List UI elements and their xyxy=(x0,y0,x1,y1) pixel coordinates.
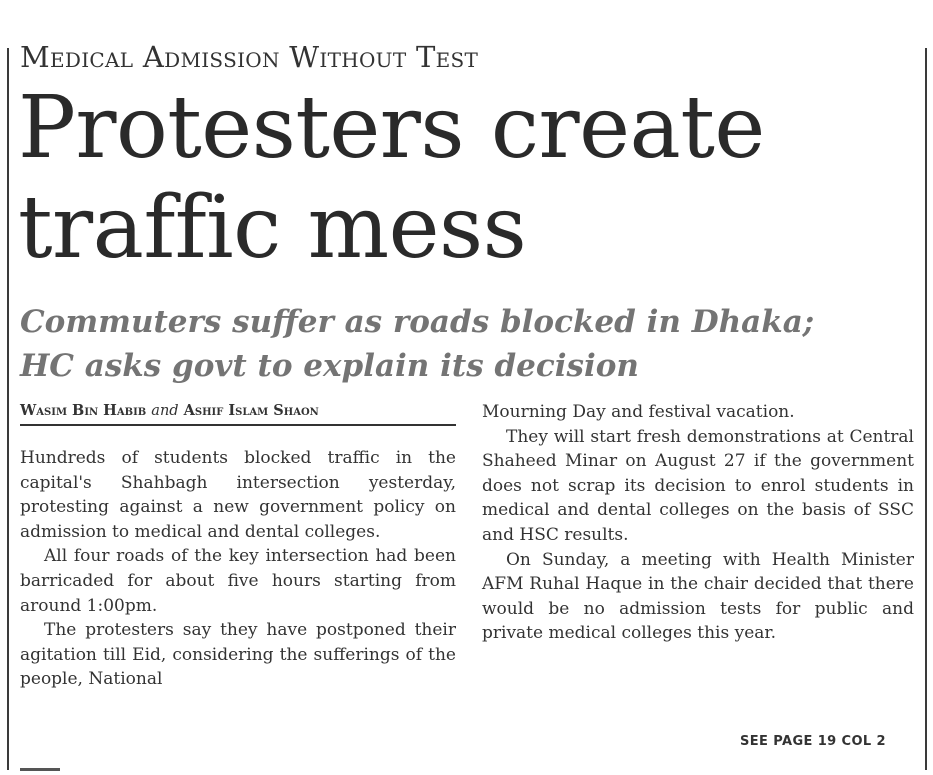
article-paragraph: Mourning Day and festival vacation. xyxy=(482,402,795,422)
subheadline-line-1: Commuters suffer as roads blocked in Dhaka; xyxy=(20,304,815,340)
kicker-heading: Medical Admission Without Test xyxy=(20,40,479,74)
headline xyxy=(18,78,765,278)
byline-author-2: Ashif Islam Shaon xyxy=(183,402,319,419)
article-column-2 xyxy=(482,400,914,646)
byline-conjunction: and xyxy=(151,403,179,419)
article-column-1 xyxy=(20,446,456,692)
article-paragraph: All four roads of the key intersection had been barricaded for about five hours starting from around 1:00pm. xyxy=(20,546,456,616)
headline-line-2: traffic mess xyxy=(18,178,527,278)
subheadline xyxy=(20,300,920,388)
continuation-note: SEE PAGE 19 COL 2 xyxy=(740,734,886,749)
article-paragraph: They will start fresh demonstrations at Central Shaheed Minar on August 27 if the government does not scrap its decision to enrol students in medical and dental colleges on the basis of SSC and HSC results. xyxy=(482,426,914,545)
byline xyxy=(20,402,456,426)
bottom-rule xyxy=(20,768,60,771)
right-column-rule xyxy=(925,48,927,770)
article-paragraph: On Sunday, a meeting with Health Minister AFM Ruhal Haque in the chair decided that there would be no admission tests for public and private medical colleges this year. xyxy=(482,549,914,644)
article-paragraph: The protesters say they have postponed their agitation till Eid, considering the sufferings of the people, National xyxy=(20,620,456,690)
left-column-rule xyxy=(7,48,9,770)
subheadline-line-2: HC asks govt to explain its decision xyxy=(20,348,639,384)
byline-author-1: Wasim Bin Habib xyxy=(20,402,147,419)
headline-line-1: Protesters create xyxy=(18,78,765,178)
article-paragraph: Hundreds of students blocked traffic in the capital's Shahbagh intersection yesterday, protesting against a new government policy on admission to medical and dental colleges. xyxy=(20,448,456,542)
